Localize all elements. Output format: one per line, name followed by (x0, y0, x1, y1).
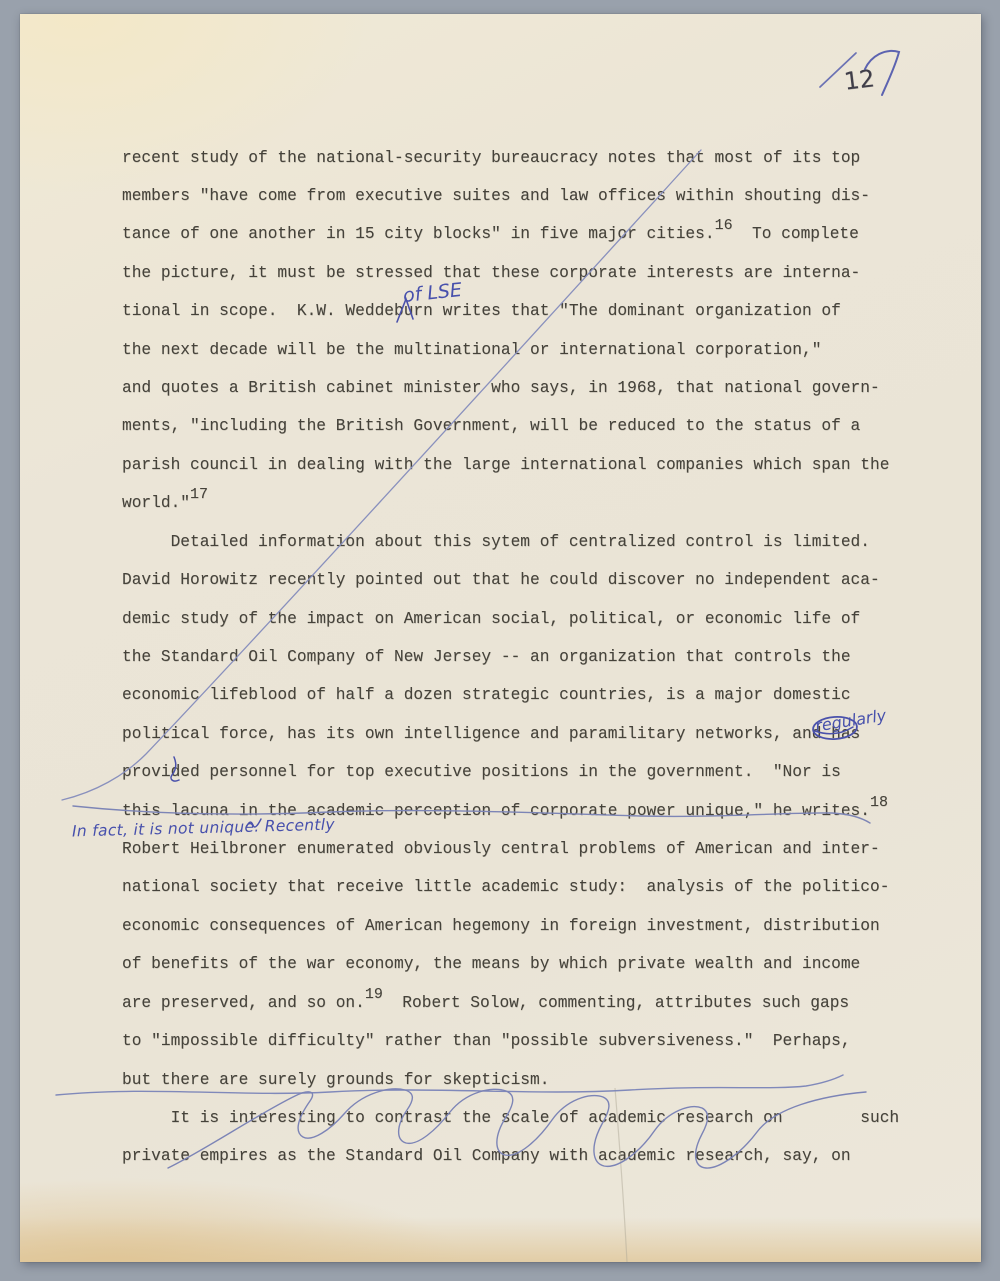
typed-segment: ments, "including the British Government, will be reduced to the status of a (122, 417, 861, 436)
handwritten-margin-note: In fact, it is not unique. Recently (71, 815, 336, 841)
handwritten-insert-of-lse: of LSE (402, 278, 464, 308)
typed-line (122, 762, 841, 782)
typed-line (122, 301, 841, 321)
typed-segment: this lacuna in the academic perception of corporate power unique," he writes. (122, 801, 870, 820)
typed-segment: the picture, it must be stressed that these corporate interests are interna- (122, 263, 861, 282)
footnote-superscript: 16 (714, 217, 733, 235)
handwritten-page-number: 12 (842, 64, 877, 96)
typed-segment: the Standard Oil Company of New Jersey -- an organization that controls the (122, 647, 851, 666)
typed-segment: David Horowitz recently pointed out that he could discover no independent aca- (122, 571, 880, 590)
typed-line (122, 985, 850, 1014)
typed-segment: tance of one another in 15 city blocks" in five major cities. (122, 225, 715, 244)
typed-line (122, 839, 880, 859)
typed-line (122, 263, 860, 283)
typed-segment: economic consequences of American hegemony in foreign investment, distribution (122, 916, 880, 935)
typed-line (122, 455, 889, 475)
typed-segment: Detailed information about this sytem of centralized control is limited. (122, 532, 870, 551)
typed-segment: world." (122, 494, 190, 513)
footnote-superscript: 17 (190, 486, 209, 504)
typed-line (122, 1108, 899, 1128)
typed-segment: national society that receive little academic study: analysis of the politico- (122, 878, 890, 897)
typed-segment: provided personnel for top executive positions in the government. "Nor is (122, 763, 841, 782)
typed-line (122, 340, 821, 360)
typed-segment: tional in scope. K.W. Weddeburn writes that "The dominant organization of (122, 302, 841, 321)
typed-line (122, 954, 860, 974)
typed-segment: political force, has its own intelligence and paramilitary networks, and has (122, 724, 861, 743)
typed-segment: Robert Solow, commenting, attributes such gaps (382, 993, 850, 1012)
typed-line (122, 416, 860, 436)
typed-line (122, 148, 860, 168)
typed-segment: It is interesting to contrast the scale of academic research on such (122, 1109, 900, 1127)
document-page (20, 14, 981, 1262)
typed-segment: To complete (732, 225, 859, 244)
typed-line (122, 724, 860, 744)
typed-segment: to "impossible difficulty" rather than "possible subversiveness." Perhaps, (122, 1032, 851, 1051)
typed-line (122, 1031, 851, 1051)
typed-line (122, 378, 880, 398)
typed-segment: parish council in dealing with the large international companies which span the (122, 455, 890, 474)
typed-segment: demic study of the impact on American social, political, or economic life of (122, 609, 861, 628)
handwritten-replacement-regularly: regularly (813, 705, 888, 736)
typed-segment: private empires as the Standard Oil Company with academic research, say, on (122, 1147, 851, 1166)
typed-segment: recent study of the national-security bureaucracy notes that most of its top (122, 148, 861, 167)
typed-line (122, 916, 880, 936)
footnote-superscript: 18 (869, 793, 888, 811)
typed-line (122, 1146, 851, 1166)
typed-segment: Robert Heilbroner enumerated obviously central problems of American and inter- (122, 840, 880, 859)
typed-segment: but there are surely grounds for skepticism. (122, 1070, 550, 1089)
typed-line (122, 486, 209, 514)
typed-line (122, 877, 889, 897)
typed-segment: economic lifeblood of half a dozen strategic countries, is a major domestic (122, 686, 851, 705)
typed-line (122, 186, 870, 206)
typed-line (122, 532, 870, 552)
typed-line (122, 217, 859, 245)
typed-line (122, 1070, 549, 1090)
typed-line (122, 685, 851, 705)
typed-segment: members "have come from executive suites and law offices within shouting dis- (122, 186, 870, 205)
typed-line (122, 570, 880, 590)
typed-line (122, 647, 851, 667)
typed-segment: and quotes a British cabinet minister who says, in 1968, that national govern- (122, 379, 880, 398)
typed-segment: the next decade will be the multinational or international corporation," (122, 340, 822, 359)
typed-line (122, 609, 860, 629)
typed-segment: are preserved, and so on. (122, 993, 365, 1012)
typed-segment: of benefits of the war economy, the means by which private wealth and income (122, 955, 861, 974)
footnote-superscript: 19 (364, 985, 383, 1003)
